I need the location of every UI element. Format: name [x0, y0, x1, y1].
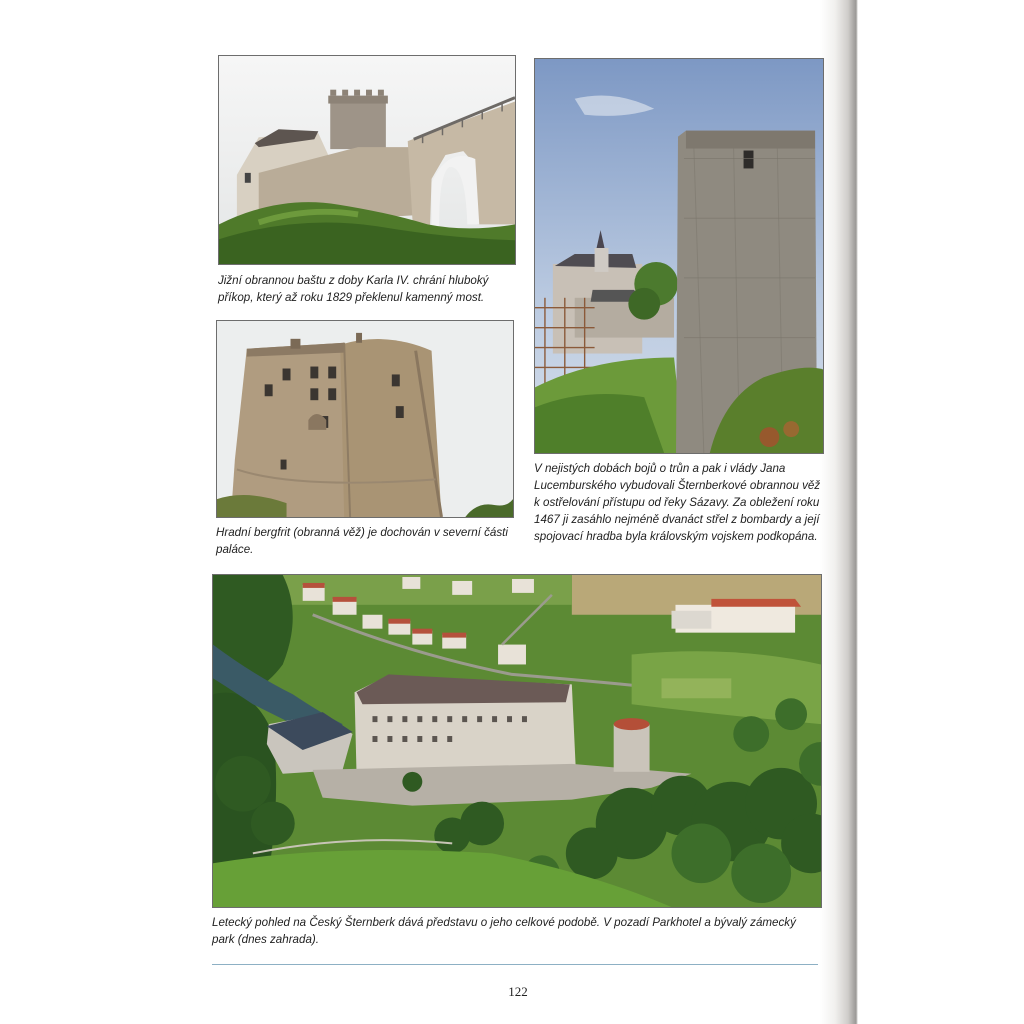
- page-number: 122: [508, 984, 528, 999]
- defensive-tower-photo: [534, 58, 824, 454]
- aerial-photo: [212, 574, 822, 908]
- bergfrit-photo: [216, 320, 514, 518]
- tower-caption: V nejistých dobách bojů o trůn a pak i vlády Jana Lucemburského vybudovali Šternberkové obrannou věž k ostřelování přístupu od řeky Sázavy. Za obležení roku 1467 ji zasáhlo nejméně dvanáct střel z bombardy a její spojovací hradba byla královským vojskem podkopána.: [534, 462, 821, 543]
- bergfrit-caption: Hradní bergfrit (obranná věž) je dochován v severní části paláce.: [216, 526, 508, 556]
- bastion-caption: Jižní obrannou baštu z doby Karla IV. chrání hluboký příkop, který až roku 1829 překlenul kamenný most.: [218, 274, 489, 304]
- footer-rule: [212, 964, 818, 965]
- bastion-photo: [218, 55, 516, 265]
- aerial-caption: Letecký pohled na Český Šternberk dává představu o jeho celkové podobě. V pozadí Parkhotel a bývalý zámecký park (dnes zahrada).: [212, 916, 796, 946]
